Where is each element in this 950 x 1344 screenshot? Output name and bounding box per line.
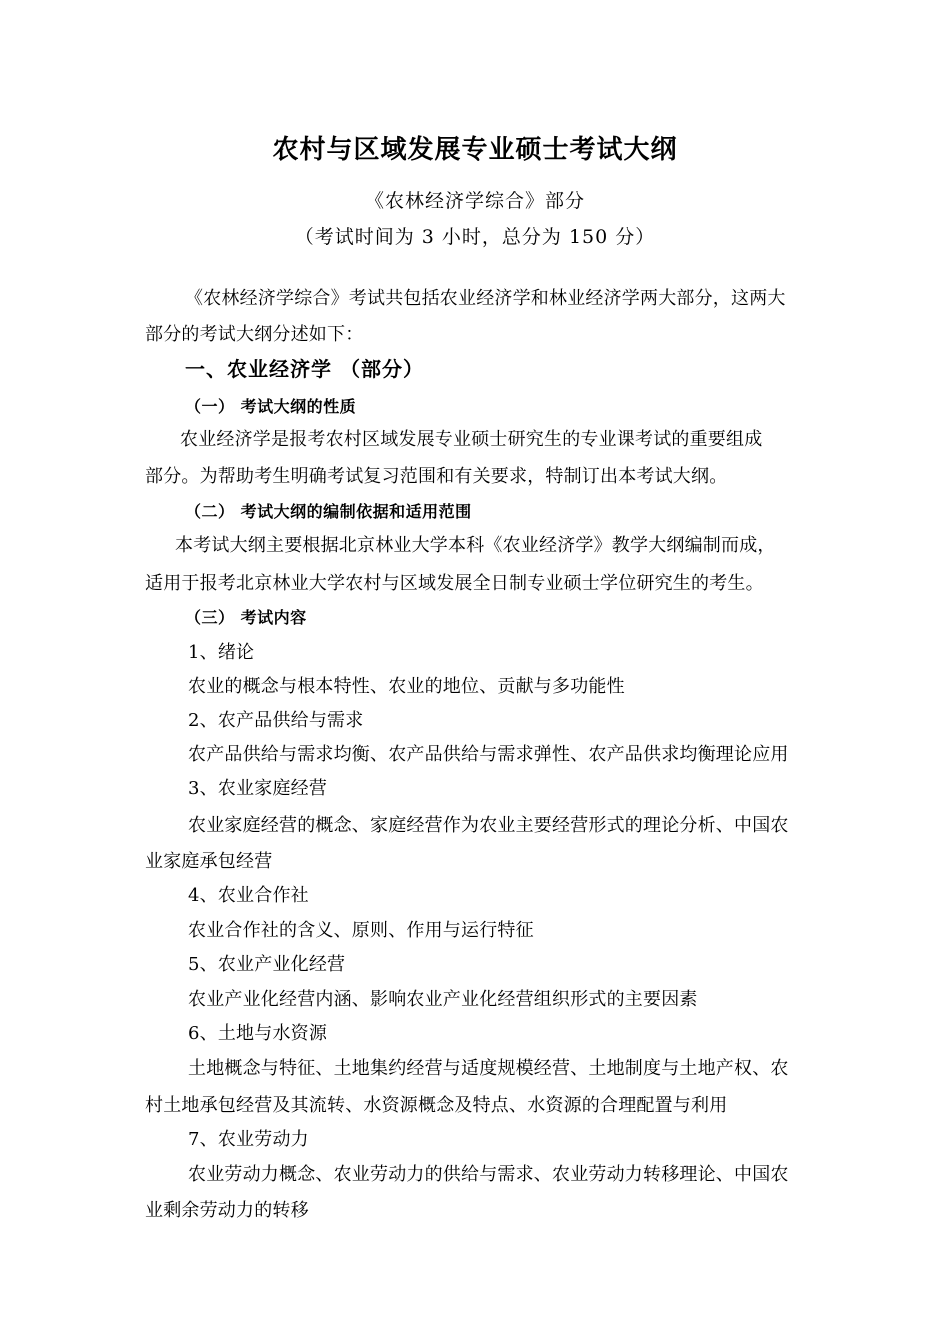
document-subtitle: 《农林经济学综合》部分	[364, 190, 585, 212]
section1-heading: （一） 考试大纲的性质	[185, 397, 357, 416]
item-title: 3、农业家庭经营	[188, 778, 328, 799]
item-title: 1、绪论	[188, 642, 255, 663]
item-line: 农产品供给与需求均衡、农产品供给与需求弹性、农产品供求均衡理论应用	[188, 744, 789, 765]
section2-line-2: 适用于报考北京林业大学农村与区域发展全日制专业硕士学位研究生的考生。	[145, 573, 764, 594]
part1-heading: 一、农业经济学 （部分）	[185, 357, 424, 381]
item-title: 4、农业合作社	[188, 885, 309, 906]
intro-line-1: 《农林经济学综合》考试共包括农业经济学和林业经济学两大部分，这两大	[185, 288, 786, 309]
item-line: 村土地承包经营及其流转、水资源概念及特点、水资源的合理配置与利用	[145, 1095, 728, 1116]
item-line: 农业劳动力概念、农业劳动力的供给与需求、农业劳动力转移理论、中国农	[188, 1164, 789, 1185]
section1-line-2: 部分。为帮助考生明确考试复习范围和有关要求，特制订出本考试大纲。	[145, 466, 728, 487]
section1-line-1: 农业经济学是报考农村区域发展专业硕士研究生的专业课考试的重要组成	[180, 429, 763, 450]
item-line: 土地概念与特征、土地集约经营与适度规模经营、土地制度与土地产权、农	[188, 1058, 789, 1079]
item-line: 业家庭承包经营	[145, 851, 273, 872]
item-title: 5、农业产业化经营	[188, 954, 346, 975]
section2-heading: （二） 考试大纲的编制依据和适用范围	[185, 502, 472, 521]
exam-info: （考试时间为 3 小时，总分为 150 分）	[294, 226, 656, 248]
section3-heading: （三） 考试内容	[185, 608, 307, 627]
item-line: 业剩余劳动力的转移	[145, 1200, 309, 1221]
item-title: 7、农业劳动力	[188, 1129, 309, 1150]
document-title: 农村与区域发展专业硕士考试大纲	[272, 135, 678, 165]
item-line: 农业的概念与根本特性、农业的地位、贡献与多功能性	[188, 676, 625, 697]
item-line: 农业产业化经营内涵、影响农业产业化经营组织形式的主要因素	[188, 989, 698, 1010]
item-line: 农业合作社的含义、原则、作用与运行特征	[188, 920, 534, 941]
section2-line-1: 本考试大纲主要根据北京林业大学本科《农业经济学》教学大纲编制而成，	[175, 535, 776, 556]
item-title: 2、农产品供给与需求	[188, 710, 364, 731]
intro-line-2: 部分的考试大纲分述如下：	[145, 324, 364, 345]
item-title: 6、土地与水资源	[188, 1023, 328, 1044]
item-line: 农业家庭经营的概念、家庭经营作为农业主要经营形式的理论分析、中国农	[188, 815, 789, 836]
